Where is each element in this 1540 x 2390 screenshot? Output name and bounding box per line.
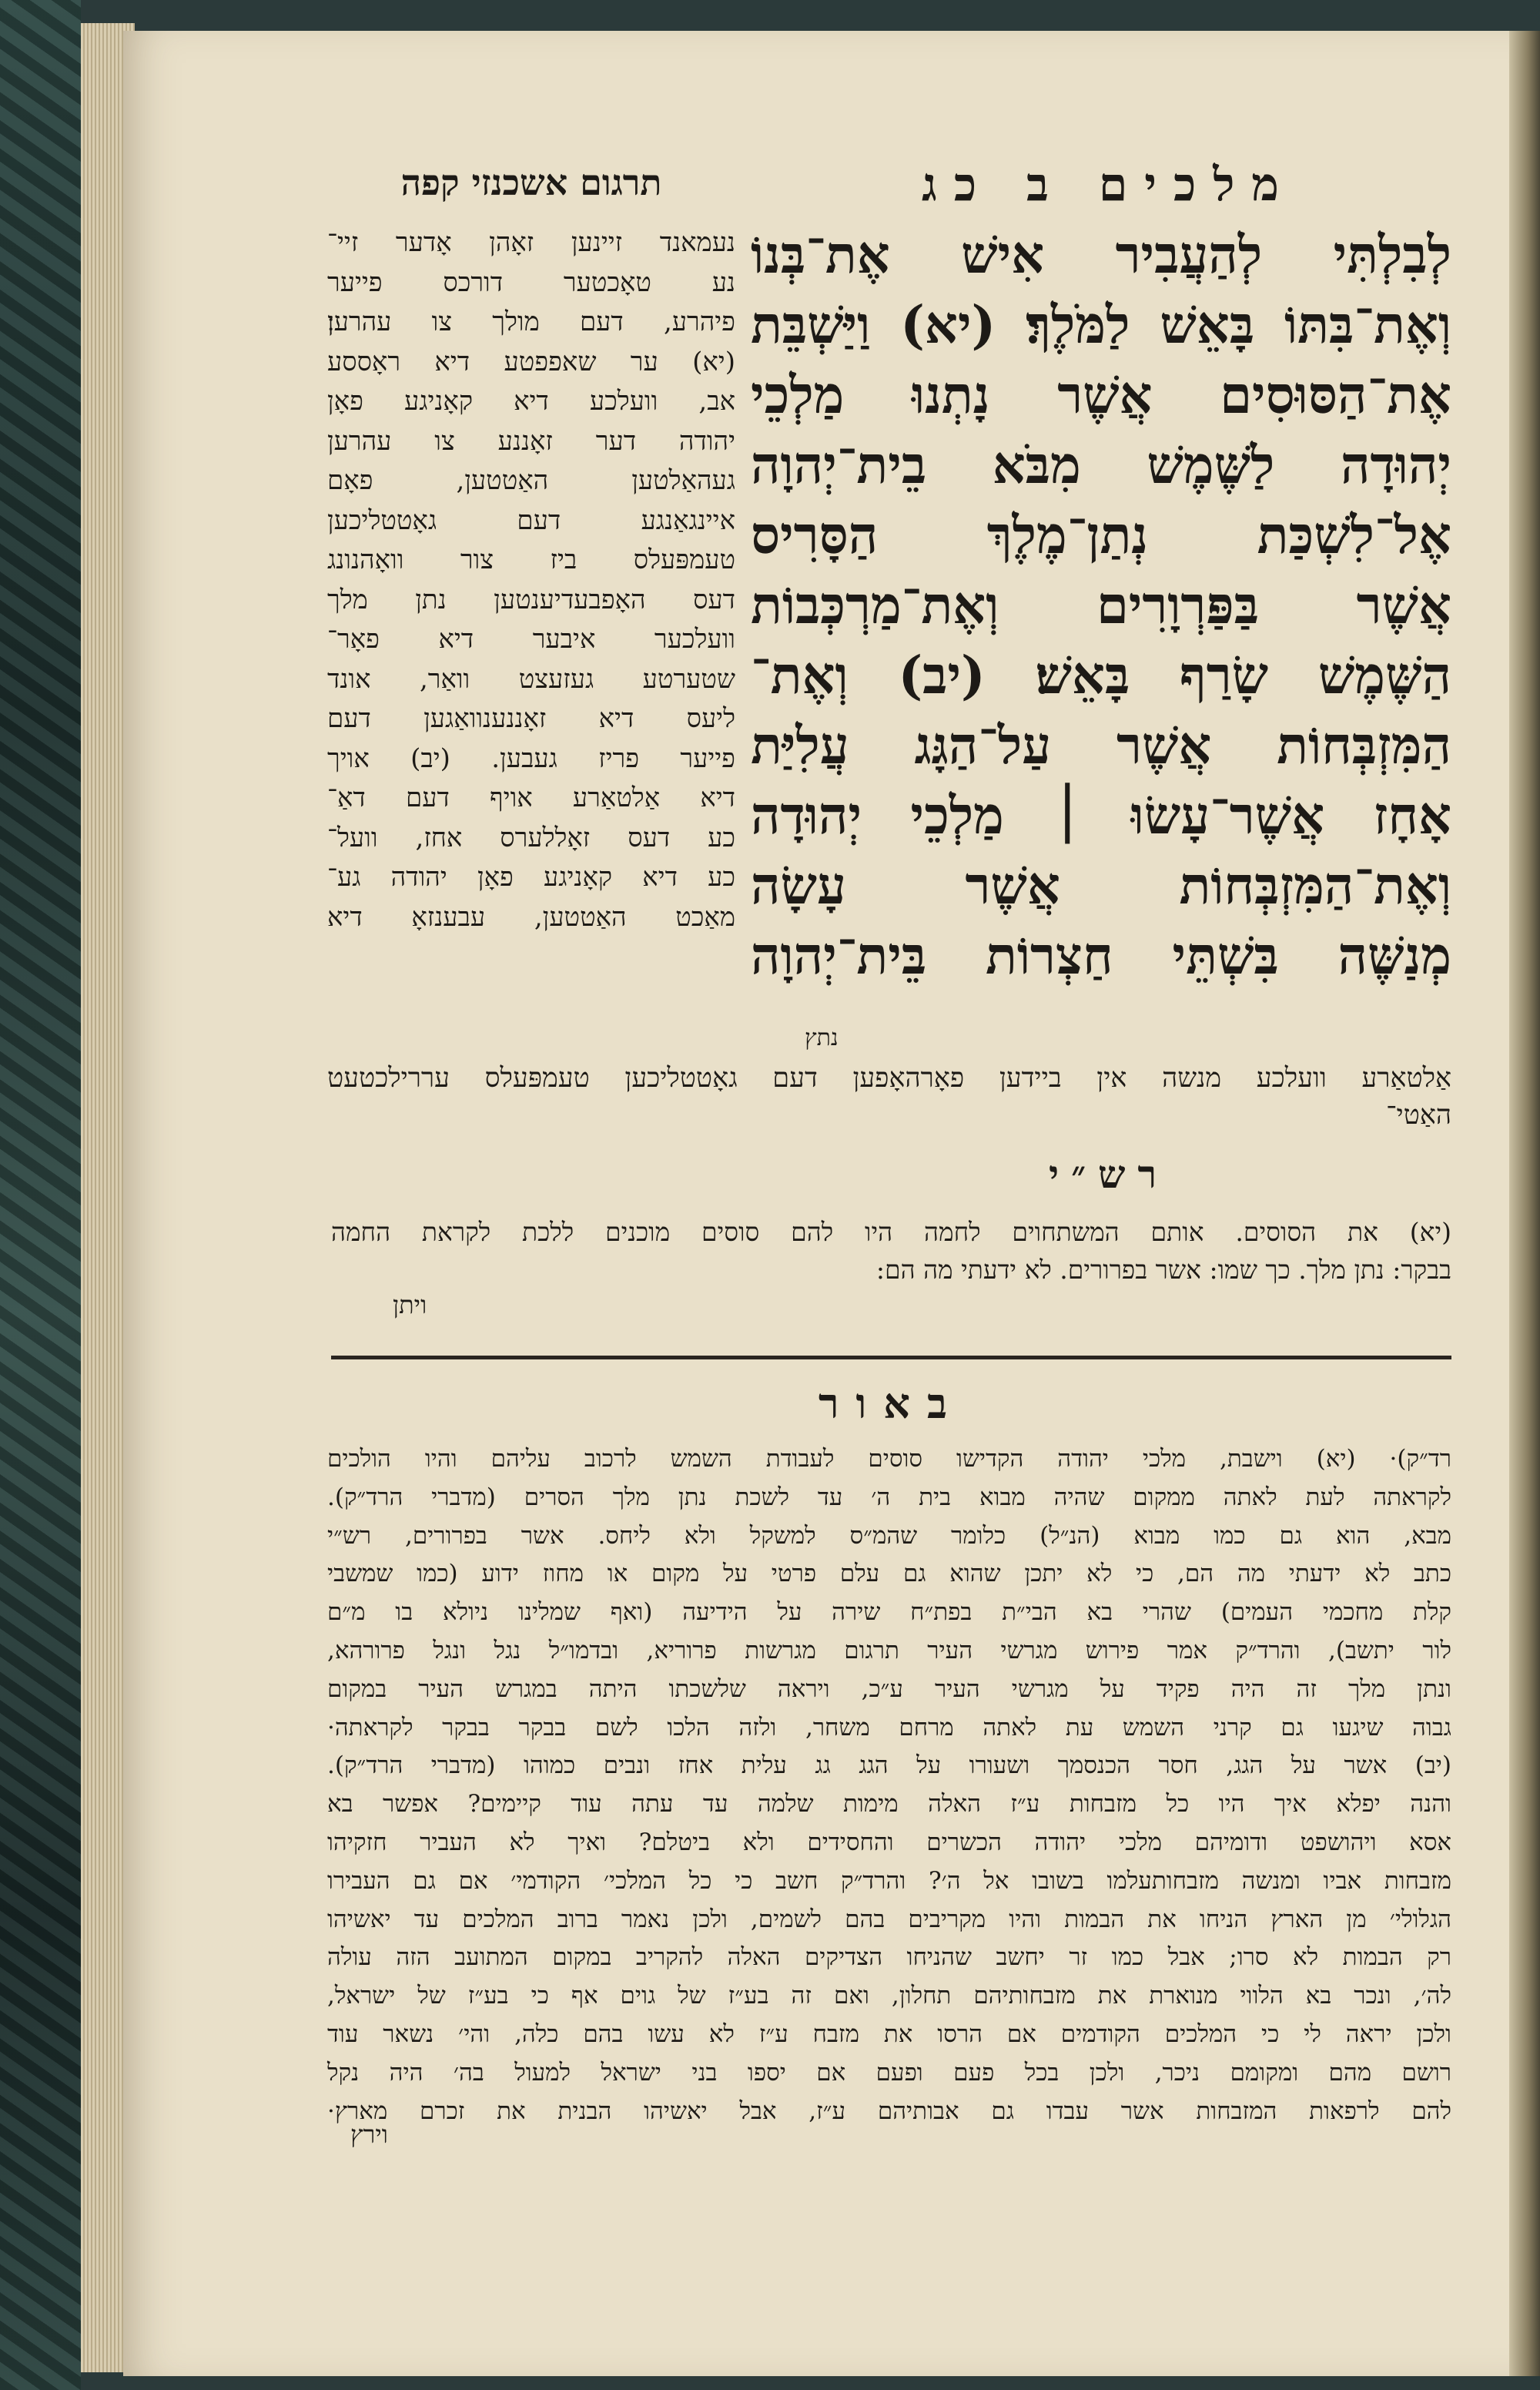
biur-line: רושם מהם ומקומם ניכר, ולכן בכל פעם ופעם אם יספו בני ישראל למעול בה׳ היה נקל [327, 2058, 1451, 2087]
biur-line: לקראתה לעת לאתה ממקום שהיה מבוא בית ה׳ עד לשכת נתן מלך הסרים (מדברי הרד״ק). [327, 1483, 1451, 1511]
biur-line: והנה יפלא איך היו כל מזבחות ע״ז האלה מימות שלמה עד עתה עוד קיימים? אפשר בא [327, 1790, 1451, 1818]
targum-line: געהאַלטען האַטטען, פאָם [327, 465, 735, 496]
targum-line: וועלכער איבער דיא פאָר־ [327, 624, 735, 655]
main-text-line: לְבִלְתִּי לְהַעֲבִיר אִישׁ אֶת־בְּנוֹ [751, 224, 1451, 285]
targum-line: טעמפּעלס ביז צור וואָהנונג [327, 545, 735, 575]
targum-line: נע טאָכטער דורכס פייער [327, 266, 735, 298]
biur-line: (יב) אשר על הגג, חסר הכנסמך ושעורו על הגג גג עלית אחז ונבים כמוהו (מדברי הרד״ק). [327, 1751, 1451, 1780]
rashi-catchword: ויתן [393, 1290, 427, 1319]
biur-title: באור [818, 1379, 965, 1428]
biur-line: אסא ויהושפט ודומיהם מלכי יהודה הכשרים והחסידים ולא ביטלם? ואיך לא העביר חזקיהו [327, 1828, 1451, 1856]
targum-line: כע דיא קאָניגע פאָן יהודה גע־ [327, 862, 735, 893]
section-divider [331, 1356, 1451, 1359]
biur-line: הגלולי׳ מן הארץ הניחו את הבמות והיו מקריבים בהם לשמים, ולכן נאמר ברוב המלכים עד יאשיהו [327, 1905, 1451, 1933]
biur-line: גבוה שיגעו גם קרני השמש עת לאתה מרחם משחר, ולזה הלכו לשם בבקר בבקר לקראתה· [327, 1713, 1451, 1741]
biur-catchword: וירץ [350, 2120, 388, 2149]
biur-line: לור יתשב), והרד״ק אמר פירוש מגרשי העיר תרגום מגרשות פרוריא, ובדמו״ל נגל ונגל פרורהא, [327, 1636, 1451, 1664]
main-text-line: אָחָז אֲשֶׁר־עָשׂוּ ׀ מַלְכֵי יְהוּדָה [751, 785, 1451, 846]
main-text-line: מְנַשֶּׁה בִּשְׁתֵּי חַצְרוֹת בֵּית־יְהוָה [751, 925, 1451, 986]
biur-line: להם לרפאות המזבחות אשר עבדו גם אבותיהם ע״ז, אבל יאשיהו הבנית את זכרם מארץ· [327, 2097, 1451, 2125]
main-text-line: אֶת־הַסּוּסִים אֲשֶׁר נָתְנוּ מַלְכֵי [751, 364, 1451, 425]
targum-line: (יא) ער שאפפטע דיא ראָססע [327, 346, 735, 377]
main-text-line: וְאֶת־הַמִּזְבְּחוֹת אֲשֶׁר עָשָׂה [751, 855, 1451, 916]
targum-line: ליעס דיא זאָננענוואַגען דעם [327, 703, 735, 734]
targum-wide-last: האַטי־ [1386, 1100, 1451, 1131]
biur-line: ונתן מלך זה היה פקיד על מגרשי העיר ע״כ, ויראה שלשכתו היתה במגרש העיר במקום [327, 1674, 1451, 1703]
rashi-title: רש״י [1048, 1151, 1170, 1197]
running-head-targum: תרגום אשכנזי קפה [400, 162, 662, 203]
main-text-line: אֲשֶׁר בַּפַּרְוָרִים וְאֶת־מַרְכְּבוֹת [751, 575, 1451, 635]
right-page-edge [1509, 31, 1540, 2376]
rashi-commentary [331, 1213, 1451, 1289]
targum-line: פייער פריז געבען. (יב) אויך [327, 742, 735, 774]
biur-line: רד״ק)· (יא) וישבת, מלכי יהודה הקדישו סוסים לעבודת השמש לרכוב עליהם והיו הולכים [327, 1445, 1451, 1473]
rashi-line: בבקר: נתן מלך. כך שמו: אשר בפרורים. לא ידעתי מה הם: [875, 1255, 1451, 1285]
targum-wide-line: אַלטאַרע וועלכע מנשה אין ביידען פאָרהאָפען דעם גאָטטליכען טעמפּעלס עררילכטעט [327, 1063, 1451, 1094]
main-text-line: הַשֶּׁמֶשׁ שָׂרַף בָּאֵשׁ׃ (יב) וְאֶת־ [751, 645, 1451, 706]
biur-line: כתב לא ידעתי מה הם, כי לא יתכן שהוא גם עלם פרטי על מקום או מחוז ידוע (כמו שמשבי [327, 1560, 1451, 1588]
targum-line: דעס האָפבעדיענטען נתן מלך [327, 584, 735, 615]
main-text-line: יְהוּדָה לַשֶּׁמֶשׁ מִבֹּא בֵית־יְהוָה [751, 434, 1451, 495]
biur-commentary [327, 1440, 1451, 2130]
targum-line: נעמאנד זיינען זאָהן אָדער זיי־ [327, 227, 735, 258]
targum-line: פיהרע, דעם מולך צו עהרען׃ [327, 307, 735, 337]
biur-line: מזבחות אביו ומנשה מזבחותעלמו בשובו אל ה׳? והרד״ק חשב כי כל המלכי׳ הקודמי׳ אם גם העבירו [327, 1866, 1451, 1895]
main-text-line: וְאֶת־בִּתּוֹ בָּאֵשׁ לַמֹּלֶךְ׃ (יא) וַיַּשְׁבֵּת [751, 294, 1451, 355]
biur-line: רק הבמות לא סרו; אבל כמו זר יחשב שהניחו הצדיקים האלה להקריב במקום המתועב הזה עולה [327, 1943, 1451, 1972]
biur-line: ולכן יראה לי כי המלכים הקודמים אם הרסו את מזבח ע״ז לא עשו בהם כלה, והי׳ נשאר עוד [327, 2020, 1451, 2048]
biur-line: לה׳, ונכר בא הלווי מנוארת את מזבחותיהם תחלון, ואם זה בע״ז של גוים אף כי בע״ז של ישראל, [327, 1982, 1451, 2010]
targum-line: יהודה דער זאָננע צו עהרען [327, 425, 735, 457]
targum-line: איינגאַנגע דעם גאָטטליכען [327, 504, 735, 536]
biur-line: קלת מחכמי העמים) שהרי בא הבי״ת בפת״ח שירה על הידיעה (ואף שמלינו ניולא בו מ״ם [327, 1598, 1451, 1627]
rashi-line: (יא) את הסוסים. אותם המשתחוים לחמה היו להם סוסים מוכנים ללכת לקראת החמה [331, 1217, 1451, 1247]
targum-line: אב, וועלכע דיא קאָניגע פאָן [327, 386, 735, 417]
targum-line: שטערטע געזעצט וואַר, אונד [327, 663, 735, 695]
main-catchword: נתץ [805, 1024, 839, 1051]
running-head-main: מלכים ב כג [922, 158, 1296, 212]
main-text-line: אֶל־לִשְׁכַּת נְתַן־מֶלֶךְ הַסָּרִיס [751, 504, 1451, 565]
targum-line: מאַכט האַטטען, עבענזאָ דיא [327, 901, 735, 933]
main-biblical-text [751, 220, 1451, 991]
main-text-line: הַמִּזְבְּחוֹת אֲשֶׁר עַל־הַגָּג עֲלִיַּת [751, 715, 1451, 776]
marbled-cover [0, 0, 81, 2390]
targum-line: כע דעס זאָללערס אחז, וועל־ [327, 822, 735, 853]
targum-column [327, 223, 735, 937]
targum-line: דיא אַלטאַרע אויף דעם דאַ־ [327, 783, 735, 813]
biur-line: מבא, הוא גם כמו מבוא (הנ״ל) כלומר שהמ״ס למשקל ולא ליחס. אשר בפרורים, רש״י [327, 1521, 1451, 1550]
